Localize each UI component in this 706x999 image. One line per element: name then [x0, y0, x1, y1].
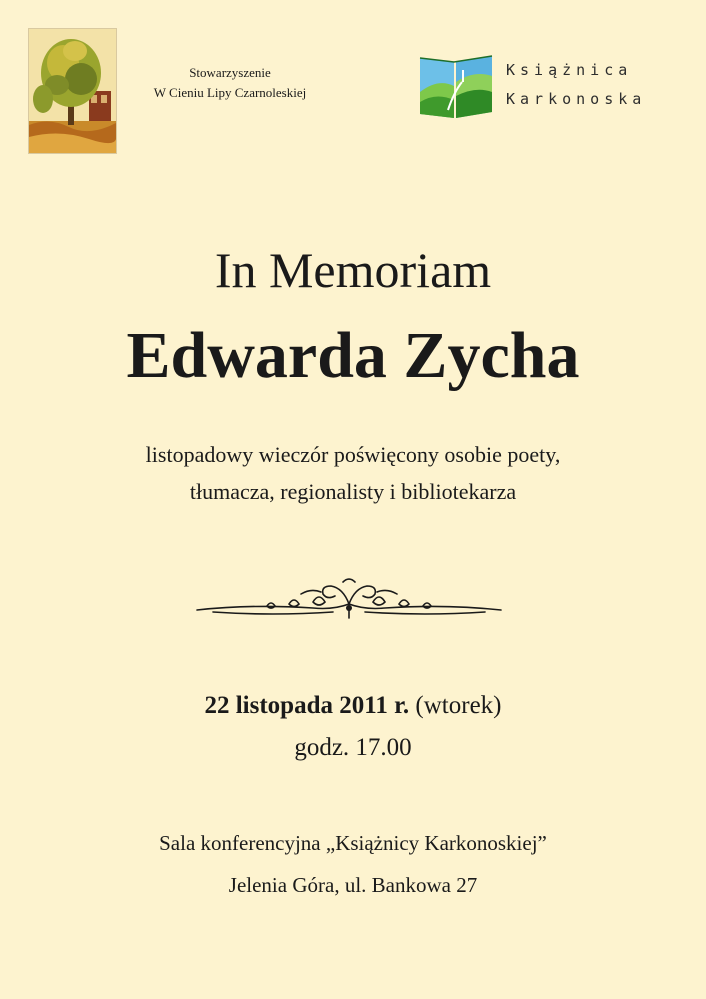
- description-line-1: listopadowy wieczór poświęcony osobie poety,: [145, 442, 561, 467]
- linden-tree-painting-icon: [28, 28, 117, 154]
- event-date-value: 22 listopada 2011 r.: [204, 692, 410, 719]
- association-line-1: Stowarzyszenie: [189, 65, 271, 80]
- association-name: [130, 63, 330, 103]
- book-landscape-logo-icon: [418, 52, 494, 122]
- library-logo-line-1: Książnica: [506, 61, 633, 79]
- event-description: [0, 436, 706, 510]
- ornamental-flourish-icon: [193, 574, 505, 622]
- title-honoree-name: Edwarda Zycha: [126, 319, 580, 392]
- event-date: [0, 688, 706, 723]
- title-in-memoriam: In Memoriam: [214, 242, 492, 298]
- association-line-2: W Cieniu Lipy Czarnoleskiej: [153, 85, 307, 100]
- library-logo: [418, 52, 668, 124]
- event-weekday: (wtorek): [415, 692, 502, 719]
- event-time: godz. 17.00: [294, 734, 412, 761]
- event-address: Jelenia Góra, ul. Bankowa 27: [228, 873, 478, 897]
- description-line-2: tłumacza, regionalisty i bibliotekarza: [189, 479, 517, 504]
- library-logo-line-2: Karkonoska: [506, 90, 647, 108]
- event-venue: Sala konferencyjna „Książnicy Karkonoskiej”: [159, 831, 547, 855]
